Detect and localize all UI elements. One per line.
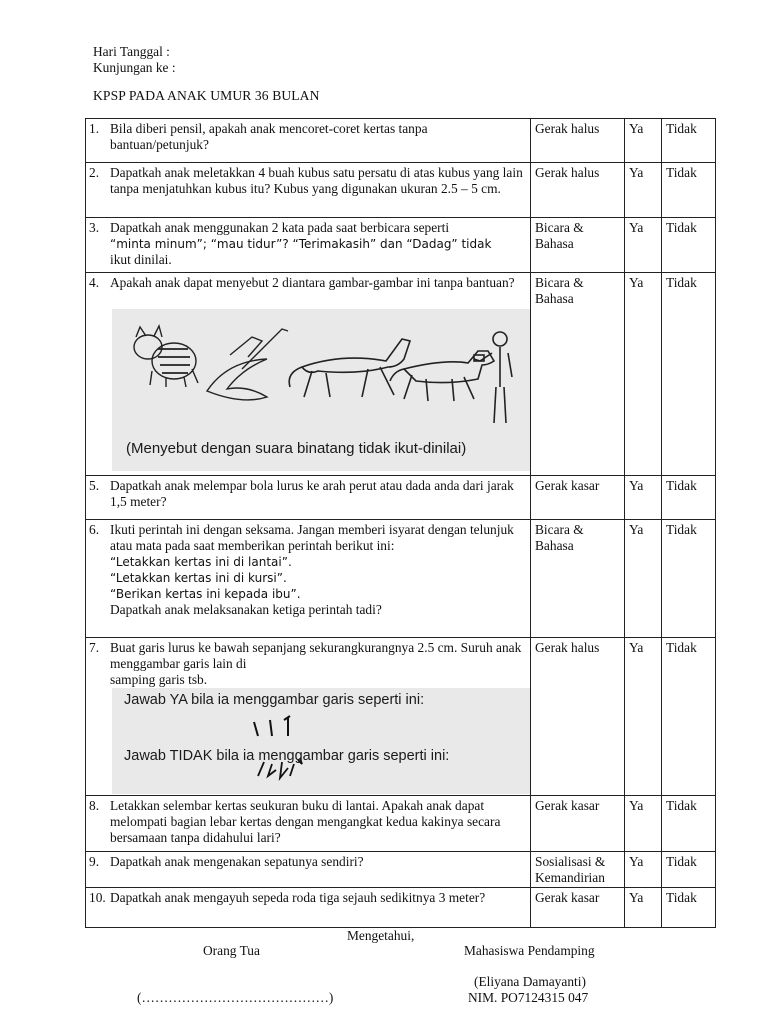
category-cell: Gerak halus [531,638,625,796]
acknowledged-label: Mengetahui, [347,928,415,943]
category-cell: Gerak kasar [531,796,625,852]
category-cell: Bicara & Bahasa [531,520,625,638]
question-cell [86,119,531,163]
question-text: Buat garis lurus ke bawah sepanjang sekurangkurangnya 2.5 cm. Suruh anak menggambar garis lain di [110,640,522,671]
question-quotes: “minta minum”; “mau tidur”? “Terimakasih” dan “Dadag” tidak [110,237,492,251]
question-cell [86,888,531,928]
question-cell [86,638,531,796]
table-row [86,852,716,888]
table-row [86,273,716,476]
answer-yes[interactable]: Ya [625,218,662,273]
question-cell [86,273,531,476]
table-row [86,796,716,852]
question-text: Dapatkah anak meletakkan 4 buah kubus satu persatu di atas kubus yang lain tanpa menjatuhkan kubus itu? Kubus yang digunakan ukuran 2.5 – 5 cm. [110,165,523,196]
answer-yes[interactable]: Ya [625,476,662,520]
answer-no[interactable]: Tidak [662,273,716,476]
question-text: Dapatkah anak mengenakan sepatunya sendiri? [110,854,364,869]
category-cell: Sosialisasi & Kemandirian [531,852,625,888]
dog-drawing [390,351,494,401]
question-text-end: ikut dinilai. [110,252,172,267]
answer-no[interactable]: Tidak [662,638,716,796]
animal-pictures-figure [112,309,530,471]
question-text: Ikuti perintah ini dengan seksama. Jangan memberi isyarat dengan telunjuk atau mata pada saat memberikan perintah berikut ini: [110,522,514,553]
table-row [86,476,716,520]
figure-yes-caption: Jawab YA bila ia menggambar garis seperti ini: [124,692,425,708]
question-number: 3. [89,220,100,235]
table-row [86,520,716,638]
category-cell: Gerak halus [531,119,625,163]
question-cell [86,476,531,520]
category-cell: Bicara & Bahasa [531,273,625,476]
parent-signature-line: (……………………………………) [137,990,334,1005]
question-number: 6. [89,522,100,537]
question-cell [86,218,531,273]
answer-no[interactable]: Tidak [662,476,716,520]
question-number: 1. [89,121,100,136]
bird-drawing [207,329,288,400]
student-label: Mahasiswa Pendamping [464,943,595,958]
command-1: “Letakkan kertas ini di lantai”. [110,555,292,569]
answer-no[interactable]: Tidak [662,218,716,273]
table-row [86,119,716,163]
question-cell [86,163,531,218]
table-row [86,218,716,273]
answer-yes[interactable]: Ya [625,119,662,163]
answer-yes[interactable]: Ya [625,852,662,888]
category-cell: Gerak kasar [531,476,625,520]
answer-no[interactable]: Tidak [662,852,716,888]
table-row [86,163,716,218]
answer-yes[interactable]: Ya [625,888,662,928]
answer-no[interactable]: Tidak [662,796,716,852]
question-number: 8. [89,798,100,813]
cat-drawing [134,326,198,387]
answer-no[interactable]: Tidak [662,119,716,163]
question-cell [86,520,531,638]
table-row [86,888,716,928]
figure-no-caption: Jawab TIDAK bila ia menggambar garis seperti ini: [124,748,450,764]
question-cell [86,796,531,852]
question-text: Dapatkah anak melempar bola lurus ke arah perut atau dada anda dari jarak 1,5 meter? [110,478,514,509]
question-text: Apakah anak dapat menyebut 2 diantara gambar-gambar ini tanpa bantuan? [110,275,515,290]
question-number: 7. [89,640,100,655]
question-number: 10. [89,890,106,905]
answer-yes[interactable]: Ya [625,273,662,476]
category-cell: Gerak halus [531,163,625,218]
date-label: Hari Tanggal : [93,44,170,59]
question-text: Letakkan selembar kertas seukuran buku di lantai. Apakah anak dapat melompati bagian lebar kertas dengan mengangkat kedua kakinya secara bersamaan tanpa didahului lari? [110,798,501,845]
line-drawing-figure [112,688,530,794]
question-text: Dapatkah anak mengayuh sepeda roda tiga sejauh sedikitnya 3 meter? [110,890,486,905]
question-number: 5. [89,478,100,493]
kpsp-table [85,118,716,928]
question-text-end: Dapatkah anak melaksanakan ketiga perintah tadi? [110,602,382,617]
question-text: Bila diberi pensil, apakah anak mencoret-coret kertas tanpa bantuan/petunjuk? [110,121,428,152]
answer-no[interactable]: Tidak [662,163,716,218]
answer-no[interactable]: Tidak [662,520,716,638]
horse-drawing [289,339,410,397]
student-name: (Eliyana Damayanti) [474,974,586,989]
student-nim: NIM. PO7124315 047 [468,990,589,1005]
command-3: “Berikan kertas ini kepada ibu”. [110,587,301,601]
question-number: 4. [89,275,100,290]
person-drawing [474,332,512,423]
visit-label: Kunjungan ke : [93,60,176,75]
question-number: 2. [89,165,100,180]
question-text-end: samping garis tsb. [110,672,208,687]
answer-yes[interactable]: Ya [625,796,662,852]
correct-lines-drawing [254,716,290,736]
question-text: Dapatkah anak menggunakan 2 kata pada saat berbicara seperti [110,220,450,235]
answer-yes[interactable]: Ya [625,163,662,218]
question-cell [86,852,531,888]
answer-yes[interactable]: Ya [625,520,662,638]
question-number: 9. [89,854,100,869]
figure-caption: (Menyebut dengan suara binatang tidak ikut-dinilai) [126,440,467,457]
page-title: KPSP PADA ANAK UMUR 36 BULAN [93,88,320,103]
command-2: “Letakkan kertas ini di kursi”. [110,571,287,585]
parent-label: Orang Tua [203,943,260,958]
table-row [86,638,716,796]
answer-no[interactable]: Tidak [662,888,716,928]
category-cell: Gerak kasar [531,888,625,928]
category-cell: Bicara & Bahasa [531,218,625,273]
answer-yes[interactable]: Ya [625,638,662,796]
